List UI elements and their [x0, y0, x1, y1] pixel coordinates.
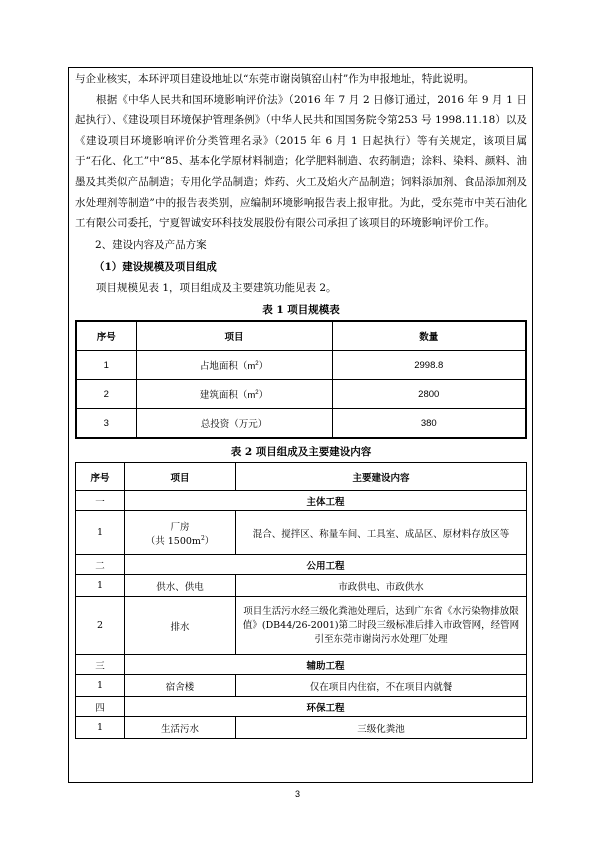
table-row	[76, 575, 527, 597]
row-number: 2	[76, 597, 125, 655]
table-row	[76, 675, 527, 697]
paragraph-legal-basis: 根据《中华人民共和国环境影响评价法》（2016 年 7 月 2 日修订通过，2016 年 9 月 1 日起执行）、《建设项目环境保护管理条例》（中华人民共和国国务院令第253 号 1998.11.18）以及《建设项目环境影响评价分类管理名录》（2015 年 6 月 1 日起执行）等有关规定，该项目属于“石化、化工”中“85、基本化学原材料制造；化学肥料制造、农药制造；涂料、染料、颜料、油墨及其类似产品制造；专用化学品制造；炸药、火工及焰火产品制造；饲料添加剂、食品添加剂及水处理剂等制造”中的报告表类别，应编制环境影响报告表上报审批。为此，受东莞市中芙石油化工有限公司委托，宁夏智诚安环科技发展股份有限公司承担了该项目的环境影响评价工作。	[75, 93, 527, 230]
section-number: 一	[76, 491, 125, 511]
row-item: 建筑面积$(m^2)$	[136, 380, 332, 409]
table-header: 序号	[76, 463, 125, 491]
section-number: 四	[76, 697, 125, 717]
subsection-heading: （1）建设规模及项目组成	[94, 260, 217, 273]
section-heading: 2、建设内容及产品方案	[95, 238, 207, 251]
table-row	[76, 351, 526, 380]
row-item: 生活污水	[125, 717, 236, 739]
section-title: 辅助工程	[125, 655, 527, 675]
row-content: 仅在项目内住宿，不在项目内就餐	[236, 675, 527, 697]
row-number: 1	[76, 717, 125, 739]
section-number: 三	[76, 655, 125, 675]
table-row	[76, 511, 527, 555]
section-title: 环保工程	[125, 697, 527, 717]
page-number: 3	[294, 789, 300, 799]
row-item: 供水、供电	[125, 575, 236, 597]
table-header: 序号	[76, 321, 136, 351]
table-header-row	[76, 321, 526, 351]
section-title: 公用工程	[125, 555, 527, 575]
section-row	[76, 655, 527, 675]
section-number: 二	[76, 555, 125, 575]
table-header: 项目	[125, 463, 236, 491]
row-item: 厂房 （共 $1500m^2$）	[125, 511, 236, 555]
table-header: 项目	[136, 321, 332, 351]
section-row	[76, 555, 527, 575]
table-header: 主要建设内容	[236, 463, 527, 491]
row-number: 1	[76, 351, 136, 380]
table-row	[76, 409, 526, 439]
table-row	[76, 380, 526, 409]
row-item: 排水	[125, 597, 236, 655]
table2-caption: 表 2 项目组成及主要建设内容	[230, 446, 372, 459]
project-composition-table	[75, 462, 527, 739]
row-content: 三级化粪池	[236, 717, 527, 739]
paragraph-address-note: 与企业核实，本环评项目建设地址以“东莞市谢岗镇窑山村”作为申报地址，特此说明。	[75, 73, 475, 85]
row-number: 1	[76, 675, 125, 697]
row-quantity: 2998.8	[332, 351, 526, 380]
row-content: 项目生活污水经三级化粪池处理后，达到广东省《水污染物排放限值》(DB44/26-2001)第二时段三级标准后排入市政管网，经管网引至东莞市谢岗污水处理厂处理	[236, 597, 527, 655]
row-content: 混合、搅拌区、称量车间、工具室、成品区、原材料存放区等	[236, 511, 527, 555]
section-row	[76, 491, 527, 511]
table-row	[76, 597, 527, 655]
table-header-row	[76, 463, 527, 491]
row-content: 市政供电、市政供水	[236, 575, 527, 597]
table-row	[76, 717, 527, 739]
section-row	[76, 697, 527, 717]
row-item: 总投资（万元）	[136, 409, 332, 439]
paragraph-table-reference: 项目规模见表 1，项目组成及主要建筑功能见表 2。	[96, 281, 337, 294]
row-quantity: 2800	[332, 380, 526, 409]
document-body	[75, 69, 527, 739]
row-number: 1	[76, 575, 125, 597]
row-quantity: 380	[332, 409, 526, 439]
row-number: 1	[76, 511, 125, 555]
row-number: 2	[76, 380, 136, 409]
section-title: 主体工程	[125, 491, 527, 511]
row-item: 占地面积$(m^2)$	[136, 351, 332, 380]
project-scale-table	[75, 320, 527, 439]
row-item: 宿舍楼	[125, 675, 236, 697]
row-number: 3	[76, 409, 136, 439]
table1-caption: 表 1 项目规模表	[262, 304, 340, 317]
table-header: 数量	[332, 321, 526, 351]
